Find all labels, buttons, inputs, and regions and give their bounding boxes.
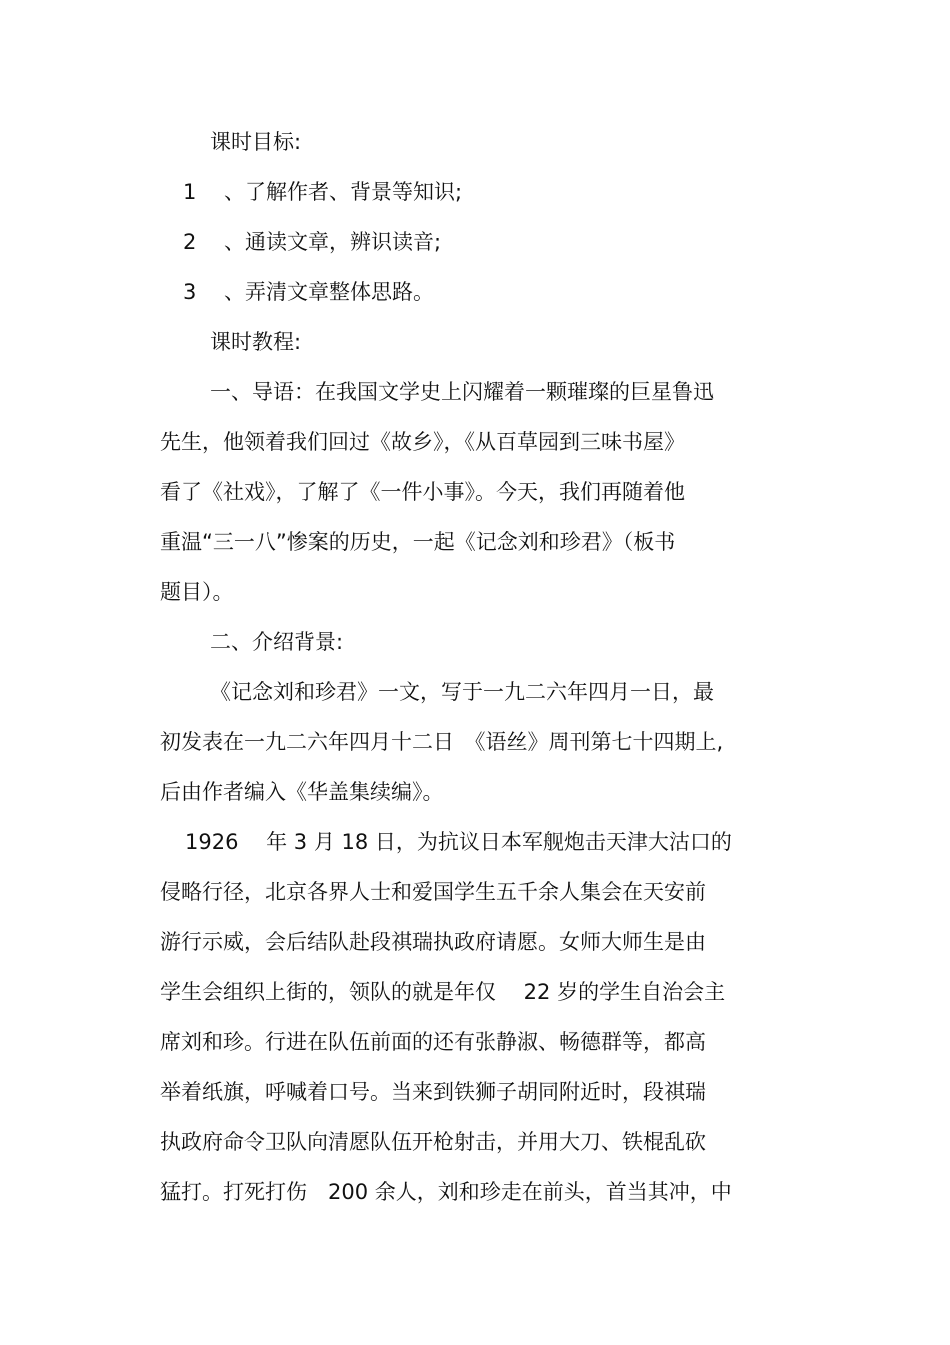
heading-lesson-goals: 课时目标: xyxy=(210,130,302,154)
intro-paragraph-line-3: 看了《社戏》，了解了《一件小事》。今天，我们再随着他 xyxy=(160,480,685,504)
intro-paragraph-line-2: 先生，他领着我们回过《故乡》，《从百草园到三味书屋》 xyxy=(160,430,685,454)
history-paragraph-line-3: 游行示威，会后结队赴段祺瑞执政府请愿。女师大师生是由 xyxy=(160,930,706,954)
history-paragraph-line-7: 执政府命令卫队向清愿队伍开枪射击，并用大刀、铁棍乱砍 xyxy=(160,1130,706,1154)
background-paragraph-line-1: 《记念刘和珍君》一文，写于一九二六年四月一日，最 xyxy=(210,680,714,704)
history-paragraph-line-5: 席刘和珍。行进在队伍前面的还有张静淑、畅德群等，都高 xyxy=(160,1030,706,1054)
history-paragraph-line-6: 举着纸旗，呼喊着口号。当来到铁狮子胡同附近时，段祺瑞 xyxy=(160,1080,706,1104)
heading-background: 二、介绍背景: xyxy=(210,630,344,654)
goal-item-3: 3 、弄清文章整体思路。 xyxy=(183,280,435,304)
history-paragraph-line-8: 猛打。打死打伤 200 余人，刘和珍走在前头，首当其冲，中 xyxy=(160,1180,732,1204)
heading-lesson-process: 课时教程: xyxy=(210,330,302,354)
background-paragraph-line-2: 初发表在一九二六年四月十二日 《语丝》周刊第七十四期上, xyxy=(160,730,724,754)
intro-paragraph-line-1: 一、导语：在我国文学史上闪耀着一颗璀璨的巨星鲁迅 xyxy=(210,380,714,404)
history-paragraph-line-2: 侵略行径，北京各界人士和爱国学生五千余人集会在天安前 xyxy=(160,880,706,904)
history-paragraph-line-1: 1926 年 3 月 18 日，为抗议日本军舰炮击天津大沽口的 xyxy=(185,830,732,854)
background-paragraph-line-3: 后由作者编入《华盖集续编》。 xyxy=(160,780,444,804)
goal-item-1: 1 、了解作者、背景等知识; xyxy=(183,180,463,204)
intro-paragraph-line-5: 题目）。 xyxy=(160,580,234,604)
goal-item-2: 2 、通读文章，辨识读音; xyxy=(183,230,442,254)
intro-paragraph-line-4: 重温“三一八”惨案的历史，一起《记念刘和珍君》（板书 xyxy=(160,530,676,554)
history-paragraph-line-4: 学生会组织上街的，领队的就是年仅 22 岁的学生自治会主 xyxy=(160,980,726,1004)
